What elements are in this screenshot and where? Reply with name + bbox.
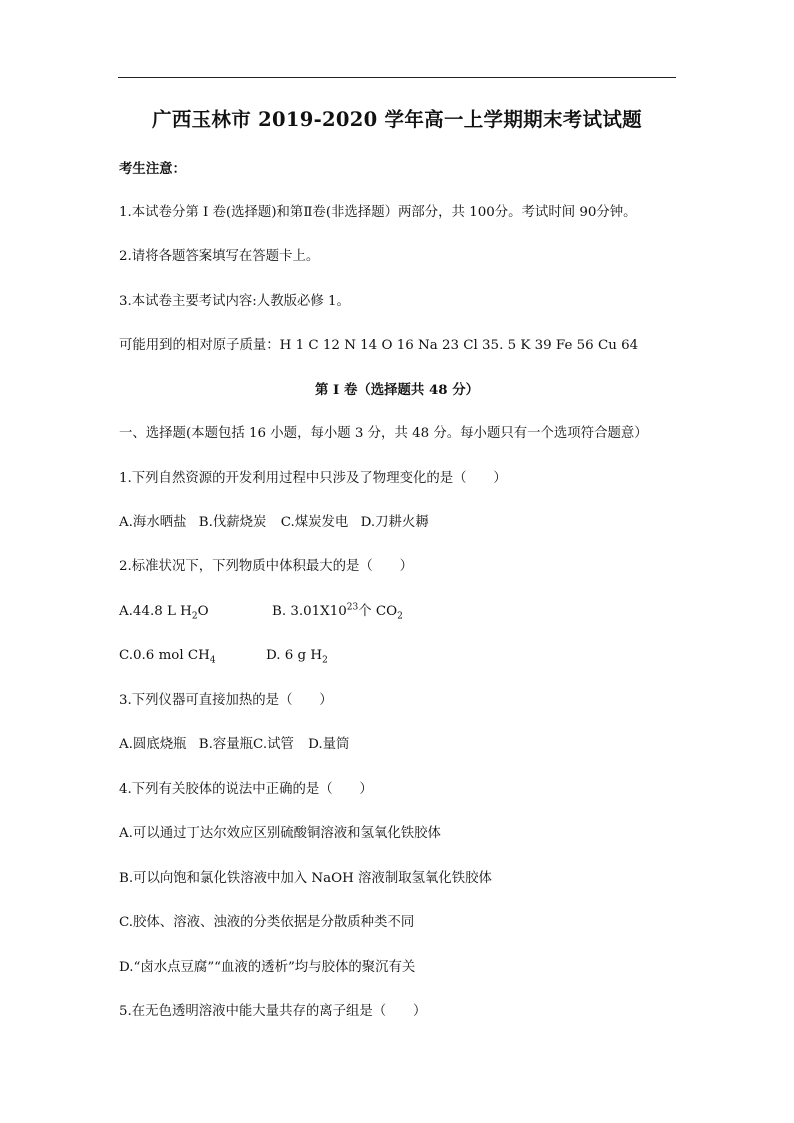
q2-b-sub: 2 <box>397 611 403 622</box>
q2-stem: 2.标准状况下，下列物质中体积最大的是（ ） <box>119 559 413 574</box>
q1-options <box>119 514 429 532</box>
q2-b-text: B. 3.01X10 <box>272 604 347 619</box>
q2-d-sub: 2 <box>322 655 328 666</box>
q2-d-text: D. 6 g H <box>266 648 323 663</box>
q1-option-d: D.刀耕火耨 <box>360 515 429 530</box>
notice-item-1: 1.本试卷分第 I 卷(选择题)和第Ⅱ卷(非选择题）两部分，共 100分。考试时间 90分钟。 <box>119 205 637 220</box>
q2-a-text: A.44.8 L H <box>119 604 192 619</box>
q3-option-b: B.容量瓶 <box>198 737 254 752</box>
q3-option-c: C.试管 <box>253 737 294 752</box>
q3-option-a: A.圆底烧瓶 <box>119 737 187 752</box>
q2-option-d <box>266 647 328 665</box>
q2-b-sup: 23 <box>346 602 359 613</box>
notice-item-2: 2.请将各题答案填写在答题卡上。 <box>119 249 320 264</box>
q2-b-text-mid: 个 CO <box>358 604 398 619</box>
q1-stem: 1.下列自然资源的开发利用过程中只涉及了物理变化的是（ ） <box>119 471 507 486</box>
q4-option-b: B.可以向饱和氯化铁溶液中加入 NaOH 溶液制取氢氧化铁胶体 <box>119 871 492 886</box>
q1-option-c: C.煤炭发电 <box>280 515 349 530</box>
q2-a-sub: 2 <box>191 611 198 622</box>
q4-option-c: C.胶体、溶液、浊液的分类依据是分散质种类不同 <box>119 915 415 930</box>
q2-option-a <box>119 603 209 621</box>
q1-option-a: A.海水晒盐 <box>119 515 187 530</box>
atomic-masses: 可能用到的相对原子质量：H 1 C 12 N 14 O 16 Na 23 Cl 35. 5 K 39 Fe 56 Cu 64 <box>119 338 639 353</box>
notice-heading: 考生注意： <box>119 161 186 177</box>
q2-option-c <box>119 647 216 665</box>
q4-stem: 4.下列有关胶体的说法中正确的是（ ） <box>119 782 373 797</box>
q3-stem: 3.下列仪器可直接加热的是（ ） <box>119 693 333 708</box>
q2-a-text-end: O <box>197 604 209 619</box>
section1-title: 第 I 卷（选择题共 48 分） <box>314 382 480 398</box>
q5-stem: 5.在无色透明溶液中能大量共存的离子组是（ ） <box>119 1004 427 1019</box>
exam-title: 广西玉林市 2019-2020 学年高一上学期期末考试试题 <box>152 108 642 131</box>
q2-option-b <box>272 603 403 621</box>
header-rule <box>118 77 676 78</box>
q4-option-a: A.可以通过丁达尔效应区别硫酸铜溶液和氢氧化铁胶体 <box>119 826 441 841</box>
q3-option-d: D.量筒 <box>308 737 350 752</box>
q2-c-text: C.0.6 mol CH <box>119 648 210 663</box>
notice-item-3: 3.本试卷主要考试内容:人教版必修 1。 <box>119 294 350 309</box>
q3-options <box>119 736 349 754</box>
section1-instructions: 一、选择题(本题包括 16 小题，每小题 3 分，共 48 分。每小题只有一个选项符合题意） <box>119 426 648 441</box>
q4-option-d: D.“卤水点豆腐”“血液的透析”均与胶体的聚沉有关 <box>119 960 416 975</box>
q1-option-b: B.伐薪烧炭 <box>198 515 267 530</box>
q2-c-sub: 4 <box>209 655 216 666</box>
